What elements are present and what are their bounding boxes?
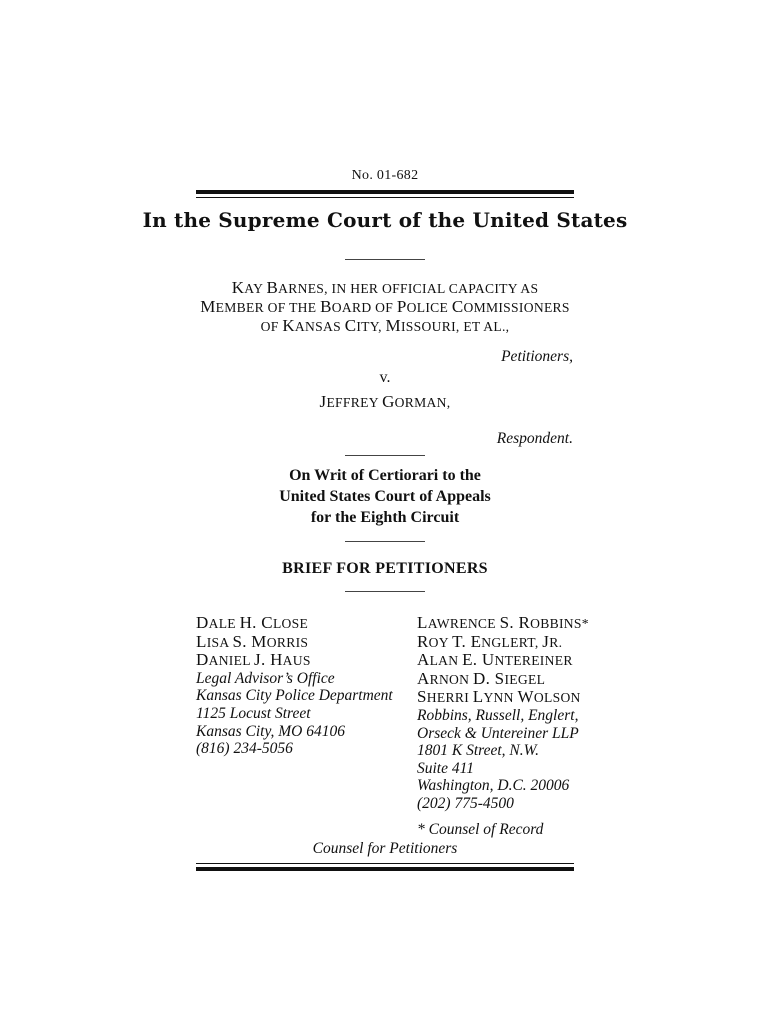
address-line: Legal Advisor’s Office <box>196 669 335 687</box>
header-rule-thin <box>196 197 574 198</box>
footer-rule-thick <box>196 867 574 871</box>
address-line: Kansas City Police Department <box>196 687 393 705</box>
footer-rule-thin <box>196 863 574 864</box>
docket-number: No. 01-682 <box>351 168 419 183</box>
divider-rule <box>345 259 425 260</box>
left-counsel-block <box>196 614 393 758</box>
counsel-name: LAWRENCE S. ROBBINS* <box>417 613 589 632</box>
counsel-name: SHERRI LYNN WOLSON <box>417 687 581 707</box>
counsel-for-petitioners: Counsel for Petitioners <box>312 840 458 857</box>
address-line: Washington, D.C. 20006 <box>417 777 570 795</box>
divider-rule <box>345 591 425 592</box>
divider-rule <box>345 455 425 456</box>
right-counsel-block <box>417 614 589 838</box>
address-line: Kansas City, MO 64106 <box>196 722 345 740</box>
address-line: 1801 K Street, N.W. <box>417 742 539 760</box>
address-line: Orseck & Untereiner LLP <box>417 724 579 742</box>
counsel-name: ALAN E. UNTEREINER <box>417 650 573 670</box>
address-line: 1125 Locust Street <box>196 704 311 722</box>
counsel-name: ROY T. ENGLERT, JR. <box>417 631 563 651</box>
counsel-name: DALE H. CLOSE <box>196 613 309 632</box>
petitioner-line-3: OF KANSAS CITY, MISSOURI, ET AL., <box>260 316 510 335</box>
counsel-name: LISA S. MORRIS <box>196 631 309 651</box>
versus: v. <box>379 369 391 386</box>
petitioner-line-2: MEMBER OF THE BOARD OF POLICE COMMISSIONERS <box>200 297 570 316</box>
writ-text: On Writ of Certiorari to the United States Court of Appeals for the Eighth Circuit <box>279 467 491 526</box>
counsel-name: DANIEL J. HAUS <box>196 650 311 670</box>
address-line: (202) 775-4500 <box>417 794 514 812</box>
address-line: Robbins, Russell, Englert, <box>417 706 579 724</box>
header-rule-thick <box>196 190 574 194</box>
counsel-of-record-note: * Counsel of Record <box>417 820 544 838</box>
address-line: (816) 234-5056 <box>196 740 293 758</box>
address-line: Suite 411 <box>417 759 474 777</box>
counsel-name: ARNON D. SIEGEL <box>417 668 546 688</box>
court-name: In the Supreme Court of the United States <box>142 208 628 232</box>
respondent-name: JEFFREY GORMAN, <box>319 392 451 411</box>
brief-title: BRIEF FOR PETITIONERS <box>282 560 488 577</box>
petitioner-line-1: KAY BARNES, IN HER OFFICIAL CAPACITY AS <box>231 278 539 297</box>
divider-rule <box>345 541 425 542</box>
respondent-role: Respondent. <box>496 430 573 447</box>
petitioners-role: Petitioners, <box>501 348 573 365</box>
